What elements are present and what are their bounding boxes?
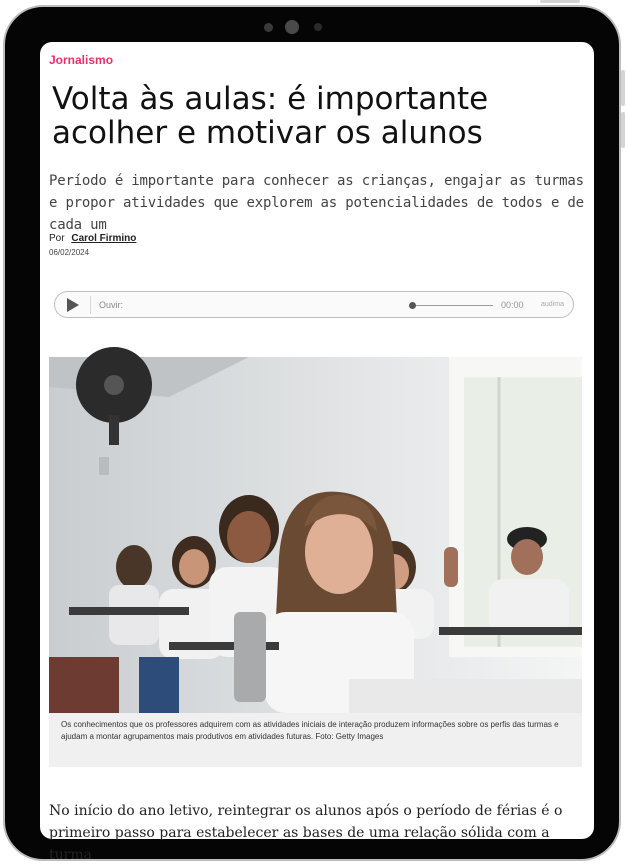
screen <box>40 42 594 863</box>
playback-time: 00:00 <box>501 300 524 310</box>
sensor-dot <box>264 23 273 32</box>
publish-date: 06/02/2024 <box>49 248 90 257</box>
author-link[interactable]: Carol Firmino <box>71 233 137 244</box>
article-photo <box>49 357 582 713</box>
article-title: Volta às aulas: é importante acolher e motivar os alunos <box>52 81 489 151</box>
player-brand-logo: audima <box>541 301 564 308</box>
byline <box>49 233 136 244</box>
sensor-dot <box>314 23 322 31</box>
article-body: No início do ano letivo, reintegrar os alunos após o período de férias é o primeiro passo para estabelecer as bases de uma relação sólida com a turma <box>49 803 563 863</box>
tablet-frame <box>3 5 621 861</box>
play-icon[interactable] <box>67 298 79 312</box>
power-button[interactable] <box>540 0 580 3</box>
article-subtitle: Período é importante para conhecer as crianças, engajar as turmas e propor atividades que explorem as potencialidades de todos e de cada um <box>49 173 584 233</box>
player-divider <box>90 296 91 314</box>
listen-label: Ouvir: <box>99 300 124 310</box>
volume-down-button[interactable] <box>621 112 625 148</box>
front-camera <box>285 20 299 34</box>
photo-caption: Os conhecimentos que os professores adquirem com as atividades iniciais de interação produzem informações sobre os perfis das turmas e ajudam a montar agrupamentos mais produtivos em atividades futuras. Foto: Getty Images <box>49 713 582 767</box>
article-category[interactable]: Jornalismo <box>49 53 114 67</box>
progress-track[interactable] <box>413 305 493 306</box>
progress-handle[interactable] <box>409 302 416 309</box>
byline-prefix: Por <box>49 233 65 244</box>
volume-up-button[interactable] <box>621 70 625 106</box>
audio-player <box>54 291 574 318</box>
